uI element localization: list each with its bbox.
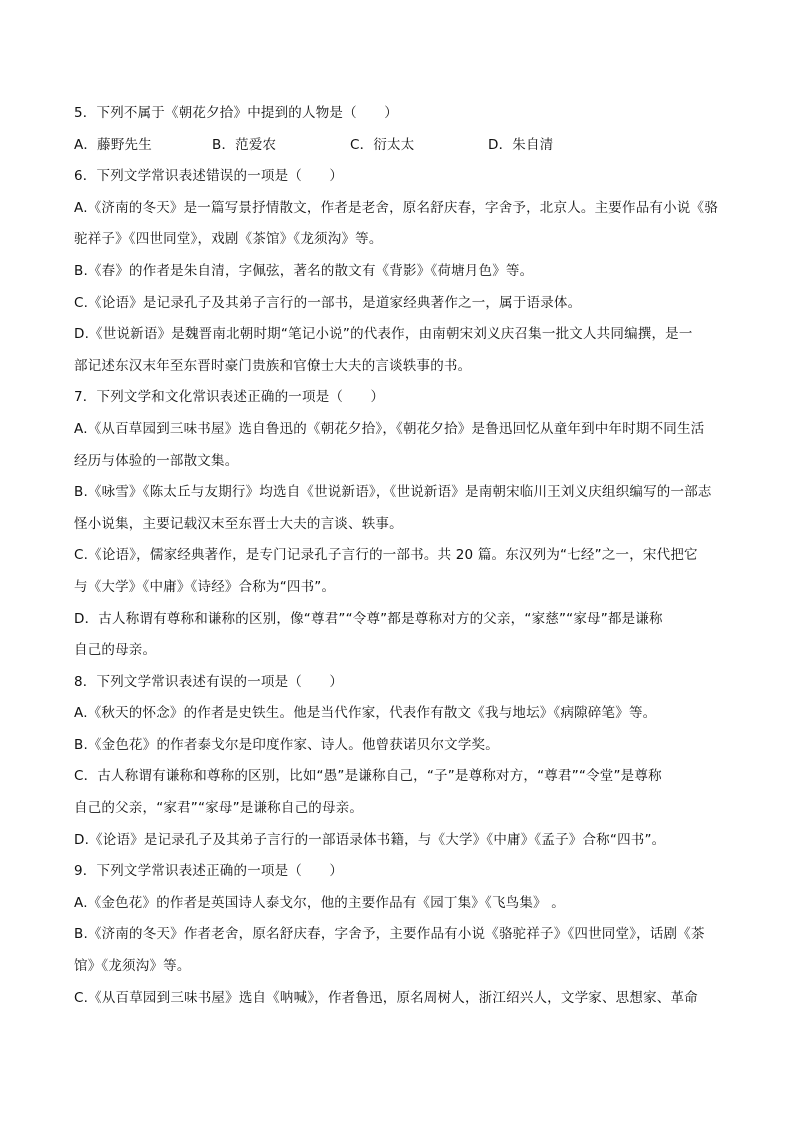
option-line: A.《秋天的怀念》的作者是史铁生。他是当代作家，代表作有散文《我与地坛》《病隙碎笔》等。 xyxy=(74,705,657,722)
option-line: 自己的父亲，“家君”“家母”是谦称自己的母亲。 xyxy=(74,800,364,817)
option-line: 驼祥子》《四世同堂》，戏剧《茶馆》《龙须沟》等。 xyxy=(74,231,383,248)
option-line: B.《春》的作者是朱自清，字佩弦，著名的散文有《背影》《荷塘月色》等。 xyxy=(74,262,534,279)
option-a: A．藤野先生 xyxy=(74,136,152,153)
option-line: C．古人称谓有谦称和尊称的区别，比如“愚”是谦称自己，“子”是尊称对方，“尊君”“令堂”是尊称 xyxy=(74,768,662,785)
question-7 xyxy=(74,382,724,666)
option-line: 部记述东汉末年至东晋时豪门贵族和官僚士大夫的言谈轶事的书。 xyxy=(74,357,472,374)
option-line: A.《从百草园到三味书屋》选自鲁迅的《朝花夕拾》，《朝花夕拾》是鲁迅回忆从童年到中年时期不同生活 xyxy=(74,420,705,437)
question-stem: 5．下列不属于《朝花夕拾》中提到的人物是（ ） xyxy=(74,105,398,121)
question-8 xyxy=(74,667,724,857)
question-stem: 7．下列文学和文化常识表述正确的一项是（ ） xyxy=(74,389,385,406)
question-9 xyxy=(74,856,724,1014)
option-line: A.《金色花》的作者是英国诗人泰戈尔，他的主要作品有《园丁集》《飞鸟集》 。 xyxy=(74,894,565,911)
question-6 xyxy=(74,161,724,382)
option-line: D.《论语》是记录孔子及其弟子言行的一部语录体书籍，与《大学》《中庸》《孟子》合称“四书”。 xyxy=(74,831,666,848)
option-b: B．范爱农 xyxy=(212,136,277,153)
option-line: 怪小说集，主要记载汉末至东晋士大夫的言谈、轶事。 xyxy=(74,515,403,532)
option-c: C．衍太太 xyxy=(350,136,415,153)
option-line: D．古人称谓有尊称和谦称的区别，像“尊君”“令尊”都是尊称对方的父亲，“家慈”“家母”都是谦称 xyxy=(74,610,663,627)
option-line: 经历与体验的一部散文集。 xyxy=(74,452,239,469)
question-stem: 9．下列文学常识表述正确的一项是（ ） xyxy=(74,863,344,880)
question-list xyxy=(74,98,724,1014)
option-line: C.《论语》是记录孔子及其弟子言行的一部书，是道家经典著作之一，属于语录体。 xyxy=(74,294,582,311)
option-d: D．朱自清 xyxy=(488,136,554,153)
option-line: B.《金色花》的作者泰戈尔是印度作家、诗人。他曾获诺贝尔文学奖。 xyxy=(74,736,499,753)
option-line: C.《论语》，儒家经典著作，是专门记录孔子言行的一部书。共 20 篇。东汉列为“七经”之一，宋代把它 xyxy=(74,547,698,564)
option-line: C.《从百草园到三味书屋》选自《呐喊》，作者鲁迅，原名周树人，浙江绍兴人，文学家、思想家、革命 xyxy=(74,989,698,1006)
option-line: B.《济南的冬天》作者老舍，原名舒庆春，字舍予，主要作品有小说《骆驼祥子》《四世同堂》，话剧《茶 xyxy=(74,926,705,943)
option-row xyxy=(74,130,724,162)
question-stem: 6．下列文学常识表述错误的一项是（ ） xyxy=(74,168,344,185)
question-stem: 8．下列文学常识表述有误的一项是（ ） xyxy=(74,673,344,690)
option-line: A.《济南的冬天》是一篇写景抒情散文，作者是老舍，原名舒庆春，字舍予，北京人。主要作品有小说《骆 xyxy=(74,199,718,216)
option-line: 馆》《龙须沟》等。 xyxy=(74,958,191,975)
question-5 xyxy=(74,98,724,161)
option-line: 与《大学》《中庸》《诗经》合称为“四书”。 xyxy=(74,578,336,595)
option-line: 自己的母亲。 xyxy=(74,642,157,659)
option-line: B.《咏雪》《陈太丘与友期行》均选自《世说新语》，《世说新语》是南朝宋临川王刘义庆组织编写的一部志 xyxy=(74,484,712,501)
option-line: D.《世说新语》是魏晋南北朝时期“笔记小说”的代表作，由南朝宋刘义庆召集一批文人共同编撰，是一 xyxy=(74,326,693,343)
